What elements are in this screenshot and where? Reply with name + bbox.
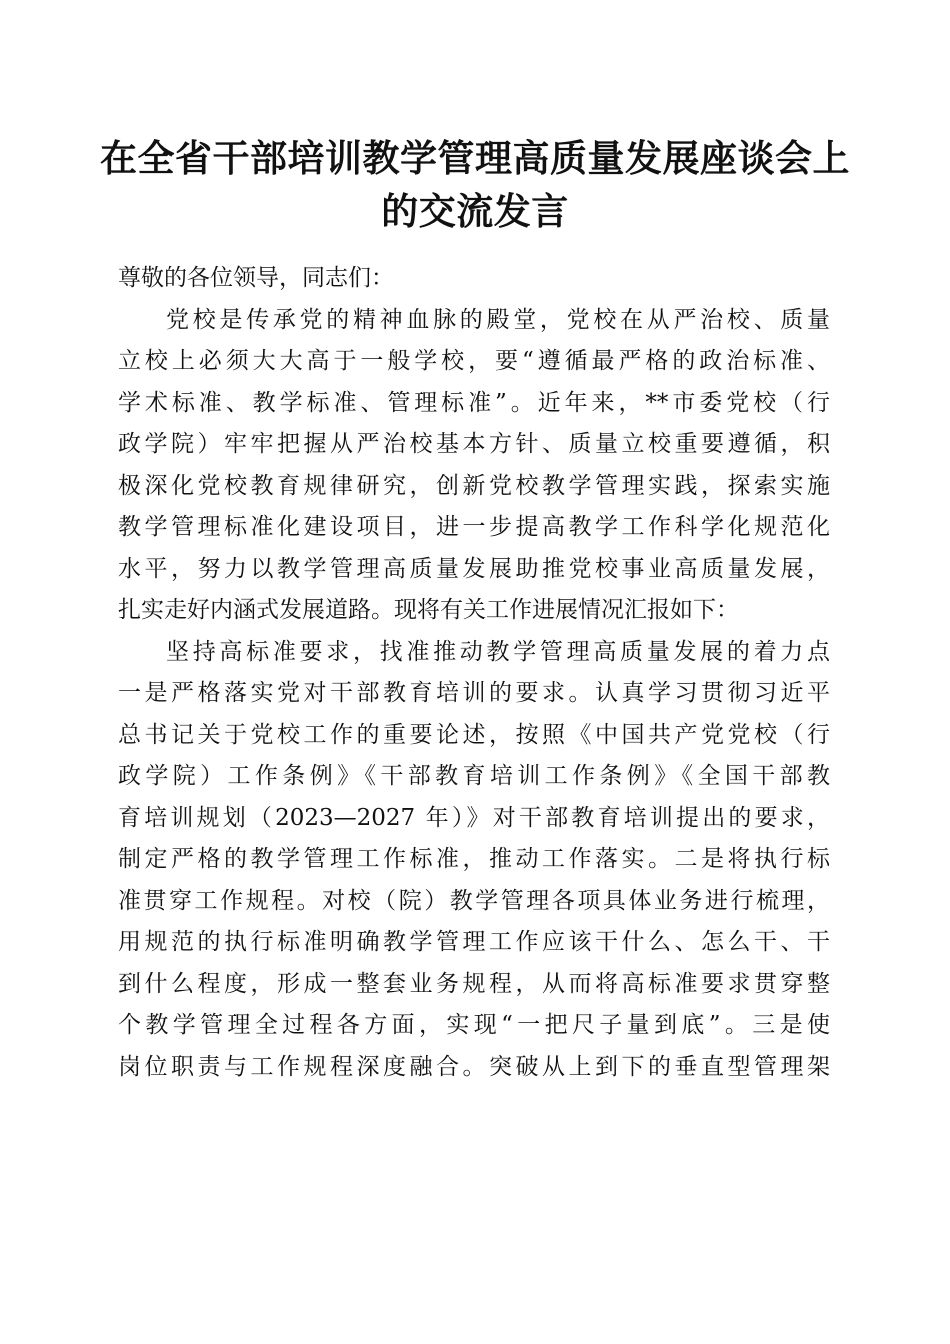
paragraph-line: 教学管理标准化建设项目，进一步提高教学工作科学化规范化 (118, 514, 830, 540)
paragraph-line: 到什么程度，形成一整套业务规程，从而将高标准要求贯穿整 (118, 970, 830, 997)
paragraph-line: 学术标准、教学标准、管理标准”。近年来，**市委党校（行 (118, 389, 830, 416)
paragraph-line: 扎实走好内涵式发展道路。现将有关工作进展情况汇报如下： (118, 597, 739, 623)
paragraph-line: 总书记关于党校工作的重要论述，按照《中国共产党党校（行 (118, 721, 830, 748)
paragraph-line: 水平，努力以教学管理高质量发展助推党校事业高质量发展， (118, 555, 830, 582)
document-title (100, 132, 850, 238)
section-heading: 坚持高标准要求，找准推动教学管理高质量发展的着力点 (166, 638, 830, 665)
paragraph-line: 用规范的执行标准明确教学管理工作应该干什么、怎么干、干 (118, 929, 830, 955)
title-line: 在全省干部培训教学管理高质量发展座谈会上 (100, 136, 850, 180)
paragraph-line: 制定严格的教学管理工作标准，推动工作落实。二是将执行标 (118, 846, 830, 872)
paragraph-line: 极深化党校教育规律研究，创新党校教学管理实践，探索实施 (118, 472, 830, 499)
paragraph-line: 党校是传承党的精神血脉的殿堂，党校在从严治校、质量 (166, 306, 830, 333)
paragraph-line: 政学院）工作条例》《干部教育培训工作条例》《全国干部教 (118, 763, 830, 789)
salutation: 尊敬的各位领导，同志们： (118, 265, 394, 291)
paragraph-line: 岗位职责与工作规程深度融合。突破从上到下的垂直型管理架 (118, 1053, 830, 1080)
paragraph-line: 育培训规划（2023—2027 年）》对干部教育培训提出的要求， (118, 804, 830, 831)
paragraph-line: 政学院）牢牢把握从严治校基本方针、质量立校重要遵循，积 (118, 431, 830, 457)
paragraph-line: 立校上必须大大高于一般学校，要“遵循最严格的政治标准、 (118, 348, 830, 374)
paragraph-line: 一是严格落实党对干部教育培训的要求。认真学习贯彻习近平 (118, 680, 830, 706)
paragraph-line: 准贯穿工作规程。对校（院）教学管理各项具体业务进行梳理， (118, 887, 830, 914)
paragraph-line: 个教学管理全过程各方面，实现“一把尺子量到底”。三是使 (118, 1012, 830, 1038)
title-line: 的交流发言 (381, 189, 569, 233)
document-body (118, 258, 830, 1088)
